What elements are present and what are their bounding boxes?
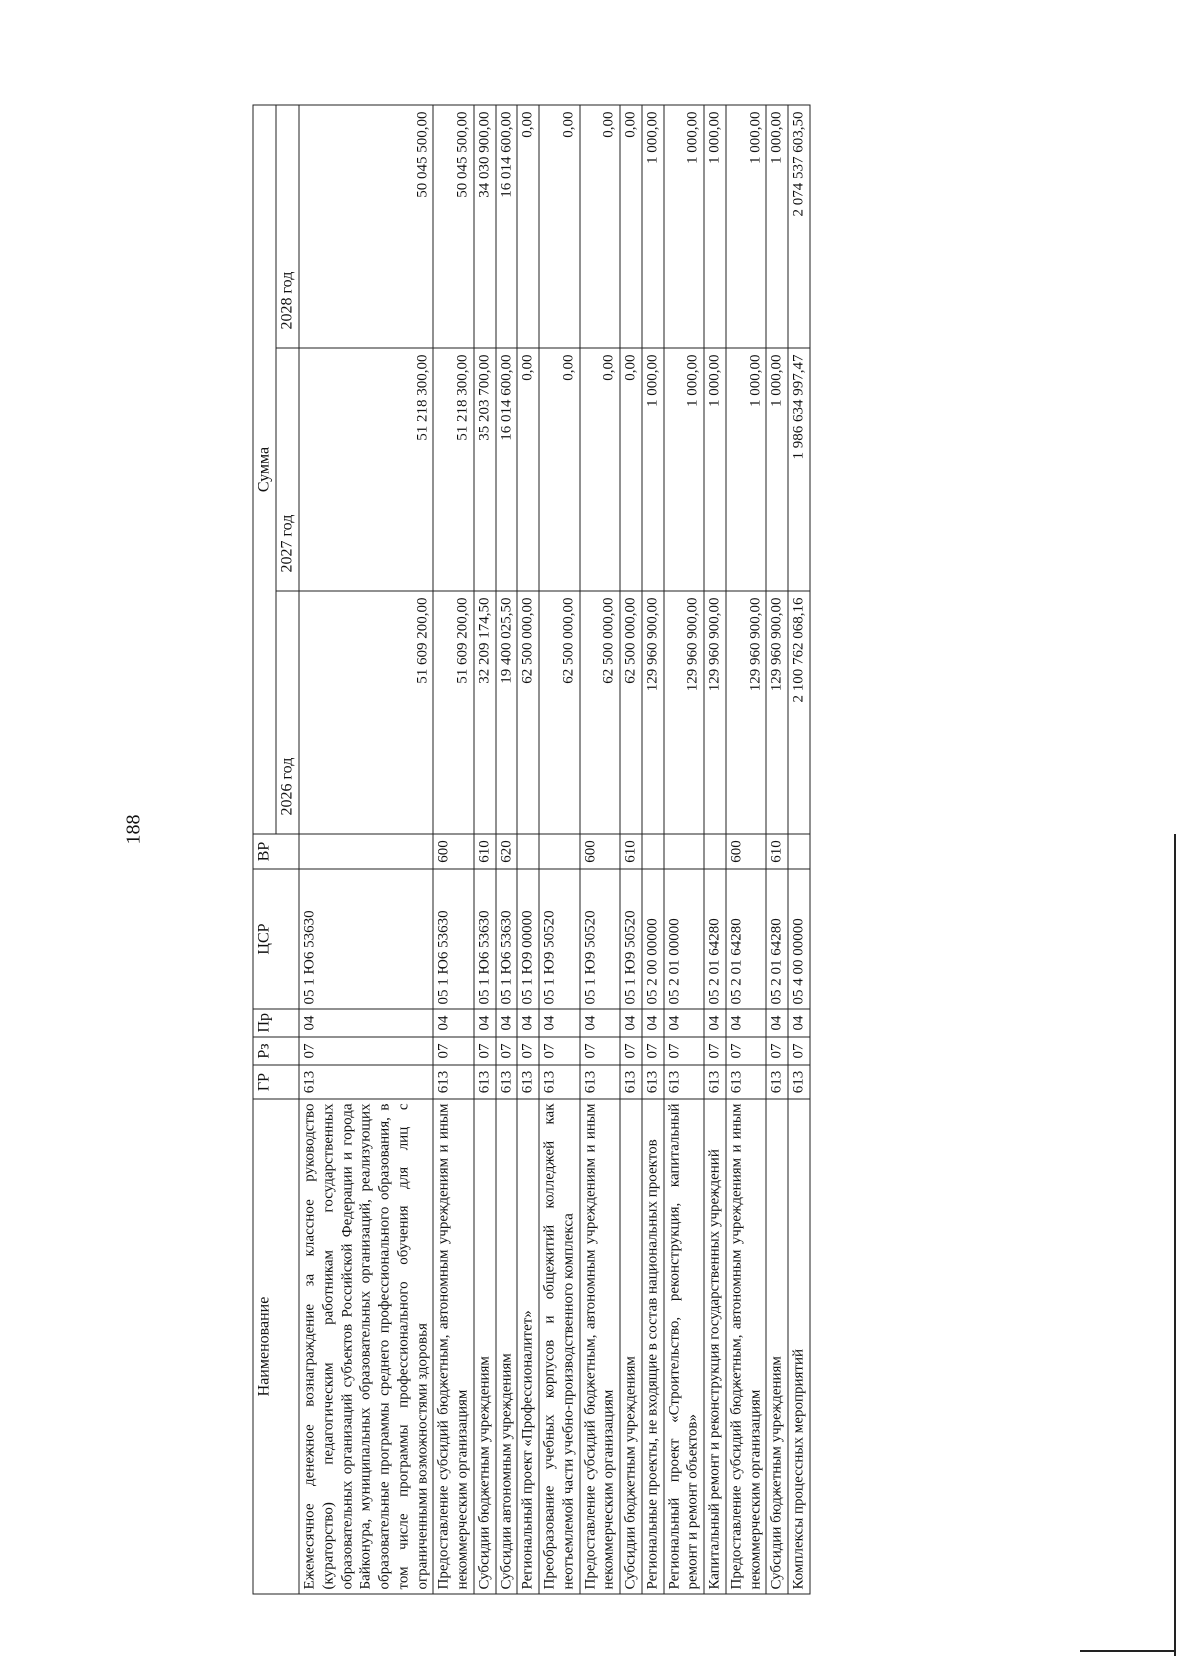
row-gr: 613 [433,1065,474,1099]
row-sum-2027: 1 000,00 [664,348,705,591]
header-gr: ГР [253,1065,299,1099]
row-name: Региональный проект «Строительство, реконструкция, капитальный ремонт и ремонт объектов» [664,1099,705,1594]
row-gr: 613 [539,1065,580,1099]
row-sum-2028: 16 014 600,00 [496,104,518,347]
row-name: Региональный проект «Профессионалитет» [517,1099,539,1594]
row-vr: 600 [726,834,767,869]
row-name: Субсидии бюджетным учреждениям [766,1099,788,1594]
row-sum-2026: 129 960 900,00 [704,591,726,834]
table-row [788,104,810,1593]
row-vr: 610 [766,834,788,869]
row-name: Преобразование учебных корпусов и общежитий колледжей как неотъемлемой части учебно-производственного комплекса [539,1099,580,1594]
row-vr [299,834,433,869]
row-name: Предоставление субсидий бюджетным, автономным учреждениям и иным некоммерческим организациям [580,1099,621,1594]
row-vr [642,834,664,869]
table-row [474,104,496,1593]
row-name: Ежемесячное денежное вознаграждение за классное руководство (кураторство) педагогическим работникам государственных образовательных организаций субъектов Российской Федерации и города Байконура, муниципальных образовательных организаций, реализующих образовательные программы среднего профессионального образования, в том числе программы профессионального обучения для лиц с ограниченными возможностями здоровья [299,1099,433,1594]
row-name: Субсидии бюджетным учреждениям [620,1099,642,1594]
row-pr: 04 [474,1009,496,1037]
row-sum-2026: 62 500 000,00 [517,591,539,834]
header-2026: 2026 год [276,591,299,834]
row-sum-2027: 0,00 [620,348,642,591]
row-gr: 613 [299,1065,433,1099]
row-vr [704,834,726,869]
row-csr: 05 1 Ю6 53630 [474,869,496,1009]
row-sum-2028: 50 045 500,00 [433,104,474,347]
table-body [299,104,810,1593]
row-sum-2026: 129 960 900,00 [664,591,705,834]
row-rz: 07 [580,1037,621,1065]
row-csr: 05 1 Ю6 53630 [433,869,474,1009]
row-csr: 05 1 Ю9 50520 [539,869,580,1009]
row-sum-2028: 1 000,00 [766,104,788,347]
table-row [620,104,642,1593]
row-sum-2026: 62 500 000,00 [539,591,580,834]
row-sum-2026: 62 500 000,00 [580,591,621,834]
row-sum-2028: 0,00 [539,104,580,347]
row-pr: 04 [299,1009,433,1037]
row-gr: 613 [620,1065,642,1099]
row-sum-2026: 2 100 762 068,16 [788,591,810,834]
header-rz: Рз [253,1037,299,1065]
row-pr: 04 [788,1009,810,1037]
header-2027: 2027 год [276,348,299,591]
row-vr: 610 [474,834,496,869]
row-pr: 04 [642,1009,664,1037]
row-gr: 613 [580,1065,621,1099]
row-rz: 07 [517,1037,539,1065]
row-rz: 07 [496,1037,518,1065]
row-sum-2028: 1 000,00 [642,104,664,347]
row-csr: 05 2 01 64280 [704,869,726,1009]
row-rz: 07 [704,1037,726,1065]
row-csr: 05 1 Ю9 50520 [620,869,642,1009]
row-rz: 07 [788,1037,810,1065]
row-sum-2027: 1 986 634 997,47 [788,348,810,591]
row-rz: 07 [620,1037,642,1065]
table-row [642,104,664,1593]
row-sum-2027: 0,00 [517,348,539,591]
row-sum-2027: 1 000,00 [726,348,767,591]
row-pr: 04 [496,1009,518,1037]
row-sum-2028: 0,00 [580,104,621,347]
row-csr: 05 2 01 64280 [766,869,788,1009]
table-header-row [253,104,276,1593]
row-pr: 04 [620,1009,642,1037]
row-sum-2028: 1 000,00 [704,104,726,347]
row-rz: 07 [766,1037,788,1065]
row-pr: 04 [539,1009,580,1037]
row-rz: 07 [726,1037,767,1065]
row-sum-2028: 0,00 [517,104,539,347]
header-name: Наименование [253,1099,299,1594]
row-rz: 07 [642,1037,664,1065]
row-sum-2026: 51 609 200,00 [433,591,474,834]
page-number: 188 [122,814,145,845]
row-sum-2026: 62 500 000,00 [620,591,642,834]
row-name: Капитальный ремонт и реконструкция государственных учреждений [704,1099,726,1594]
row-pr: 04 [766,1009,788,1037]
header-csr: ЦСР [253,869,299,1009]
row-sum-2026: 129 960 900,00 [642,591,664,834]
row-vr [788,834,810,869]
row-sum-2027: 0,00 [580,348,621,591]
row-pr: 04 [726,1009,767,1037]
row-pr: 04 [517,1009,539,1037]
row-vr: 610 [620,834,642,869]
table-row [704,104,726,1593]
row-csr: 05 2 01 00000 [664,869,705,1009]
row-pr: 04 [433,1009,474,1037]
row-sum-2028: 2 074 537 603,50 [788,104,810,347]
margin-rule-bottom [1080,1650,1176,1652]
row-name: Комплексы процессных мероприятий [788,1099,810,1594]
budget-table [253,104,811,1594]
table-row [766,104,788,1593]
row-gr: 613 [496,1065,518,1099]
row-gr: 613 [664,1065,705,1099]
row-vr [539,834,580,869]
row-rz: 07 [539,1037,580,1065]
row-csr: 05 2 01 64280 [726,869,767,1009]
row-csr: 05 4 00 00000 [788,869,810,1009]
row-sum-2027: 16 014 600,00 [496,348,518,591]
row-sum-2026: 51 609 200,00 [299,591,433,834]
row-gr: 613 [517,1065,539,1099]
row-sum-2028: 0,00 [620,104,642,347]
row-sum-2026: 129 960 900,00 [766,591,788,834]
row-sum-2027: 1 000,00 [642,348,664,591]
row-sum-2027: 1 000,00 [704,348,726,591]
header-2028: 2028 год [276,104,299,347]
row-pr: 04 [664,1009,705,1037]
rotated-page-content [253,104,1148,1594]
row-name: Предоставление субсидий бюджетным, автономным учреждениям и иным некоммерческим организациям [726,1099,767,1594]
row-sum-2028: 1 000,00 [726,104,767,347]
margin-rule [1174,834,1176,1656]
row-sum-2028: 50 045 500,00 [299,104,433,347]
row-csr: 05 2 00 00000 [642,869,664,1009]
row-vr: 620 [496,834,518,869]
row-sum-2027: 35 203 700,00 [474,348,496,591]
header-vr: ВР [253,834,299,869]
row-sum-2027: 0,00 [539,348,580,591]
row-rz: 07 [433,1037,474,1065]
table-row [580,104,621,1593]
row-sum-2027: 51 218 300,00 [299,348,433,591]
row-vr: 600 [433,834,474,869]
row-gr: 613 [726,1065,767,1099]
row-gr: 613 [766,1065,788,1099]
row-sum-2027: 1 000,00 [766,348,788,591]
row-name: Субсидии бюджетным учреждениям [474,1099,496,1594]
row-gr: 613 [788,1065,810,1099]
row-sum-2027: 51 218 300,00 [433,348,474,591]
row-csr: 05 1 Ю9 00000 [517,869,539,1009]
table-row [726,104,767,1593]
row-name: Предоставление субсидий бюджетным, автономным учреждениям и иным некоммерческим организациям [433,1099,474,1594]
row-csr: 05 1 Ю9 50520 [580,869,621,1009]
header-sum: Сумма [253,104,276,833]
table-row [496,104,518,1593]
table-row [664,104,705,1593]
row-sum-2026: 32 209 174,50 [474,591,496,834]
header-pr: Пр [253,1009,299,1037]
row-pr: 04 [704,1009,726,1037]
row-vr: 600 [580,834,621,869]
row-sum-2028: 34 030 900,00 [474,104,496,347]
row-rz: 07 [299,1037,433,1065]
row-gr: 613 [642,1065,664,1099]
row-name: Субсидии автономным учреждениям [496,1099,518,1594]
table-row [433,104,474,1593]
table-row [517,104,539,1593]
row-pr: 04 [580,1009,621,1037]
row-sum-2028: 1 000,00 [664,104,705,347]
table-row [299,104,433,1593]
row-rz: 07 [664,1037,705,1065]
row-rz: 07 [474,1037,496,1065]
row-gr: 613 [474,1065,496,1099]
row-vr [664,834,705,869]
row-csr: 05 1 Ю6 53630 [299,869,433,1009]
table-row [539,104,580,1593]
row-csr: 05 1 Ю6 53630 [496,869,518,1009]
row-sum-2026: 19 400 025,50 [496,591,518,834]
row-gr: 613 [704,1065,726,1099]
row-sum-2026: 129 960 900,00 [726,591,767,834]
row-name: Региональные проекты, не входящие в состав национальных проектов [642,1099,664,1594]
row-vr [517,834,539,869]
